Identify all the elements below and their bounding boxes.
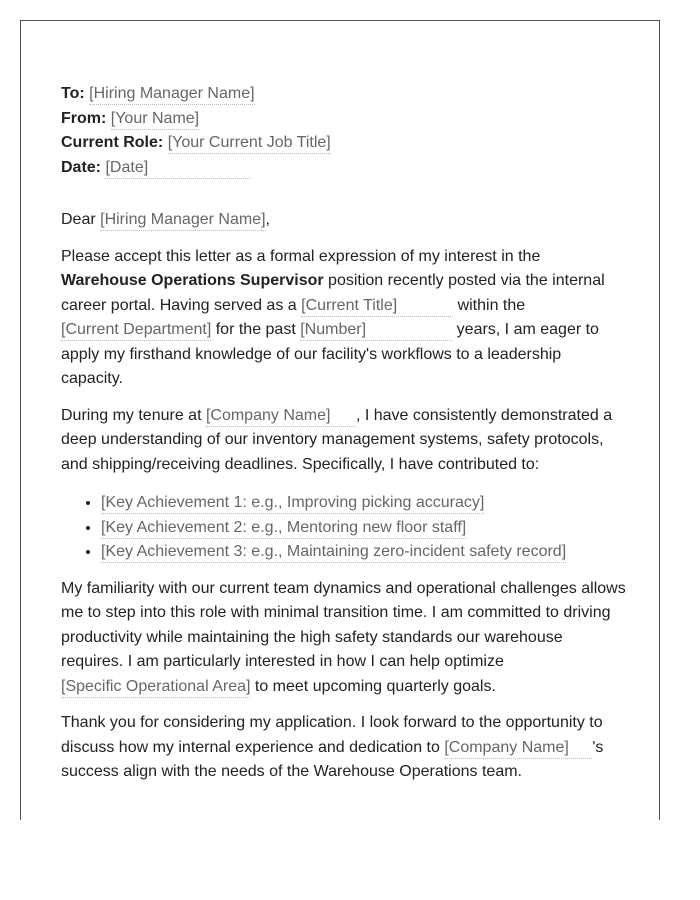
p1-text-1: Please accept this letter as a formal expression of my interest in the (61, 247, 541, 265)
company-name-field[interactable]: [Company Name] (206, 406, 356, 427)
p3-text-2: to meet upcoming quarterly goals. (250, 677, 496, 695)
from-line (61, 107, 626, 132)
p2-text-1: During my tenure at (61, 406, 206, 424)
paragraph-1 (61, 245, 626, 392)
achievement-3-field[interactable]: [Key Achievement 3: e.g., Maintaining zero-incident safety record] (101, 542, 566, 563)
greeting-suffix: , (265, 211, 270, 228)
achievement-item (101, 540, 626, 565)
achievements-list (61, 491, 626, 565)
paragraph-3 (61, 577, 626, 700)
paragraph-4 (61, 711, 626, 785)
greeting-prefix: Dear (61, 211, 101, 228)
achievement-item (101, 491, 626, 516)
role-field[interactable]: [Your Current Job Title] (168, 133, 331, 154)
current-department-field[interactable]: [Current Department] (61, 320, 211, 341)
to-label: To: (61, 85, 85, 102)
achievement-1-field[interactable]: [Key Achievement 1: e.g., Improving picking accuracy] (101, 493, 484, 514)
company-name-field-2[interactable]: [Company Name] (444, 738, 592, 759)
greeting-name-field[interactable]: [Hiring Manager Name] (100, 210, 265, 231)
to-field[interactable]: [Hiring Manager Name] (89, 84, 254, 105)
memo-header (61, 82, 626, 180)
from-label: From: (61, 109, 107, 127)
p2-text-2: , I have consistently demonstrated a deep understanding of our inventory management systems, safety protocols, and shipping/receiving deadlines. Specifically, I have contributed to: (61, 406, 613, 473)
paragraph-2 (61, 404, 626, 478)
p1-text-5: years, I am eager to apply my firsthand knowledge of our facility's workflows to a leadership capacity. (61, 321, 599, 387)
from-field[interactable]: [Your Name] (111, 109, 199, 130)
current-title-field[interactable]: [Current Title] (301, 296, 453, 317)
achievement-item (101, 516, 626, 541)
operational-area-field[interactable]: [Specific Operational Area] (61, 677, 250, 698)
date-label: Date: (61, 158, 102, 176)
position-title: Warehouse Operations Supervisor (61, 272, 324, 289)
letter-content (61, 82, 626, 785)
date-line (61, 156, 626, 181)
p1-text-3: within the (453, 296, 526, 314)
p1-text-4: for the past (211, 321, 301, 338)
date-field[interactable]: [Date] (105, 158, 250, 179)
p1-text-2: position recently posted via the internal career portal. Having served as a (61, 272, 605, 314)
role-line (61, 131, 626, 156)
greeting (61, 208, 626, 233)
p3-text-1: My familiarity with our current team dynamics and operational challenges allows me to step into this role with minimal transition time. I am committed to driving productivity while maintaining the high safety standards our warehouse requires. I am particularly interested in how I can help optimize (61, 579, 626, 670)
achievement-2-field[interactable]: [Key Achievement 2: e.g., Mentoring new floor staff] (101, 518, 466, 539)
letter-page (20, 20, 660, 820)
p4-text-2: 's success align with the needs of the Warehouse Operations team. (61, 738, 604, 780)
to-line (61, 82, 626, 107)
p4-text-1: Thank you for considering my application. I look forward to the opportunity to discuss how my internal experience and dedication to (61, 714, 603, 756)
role-label: Current Role: (61, 134, 164, 151)
years-number-field[interactable]: [Number] (300, 320, 452, 341)
